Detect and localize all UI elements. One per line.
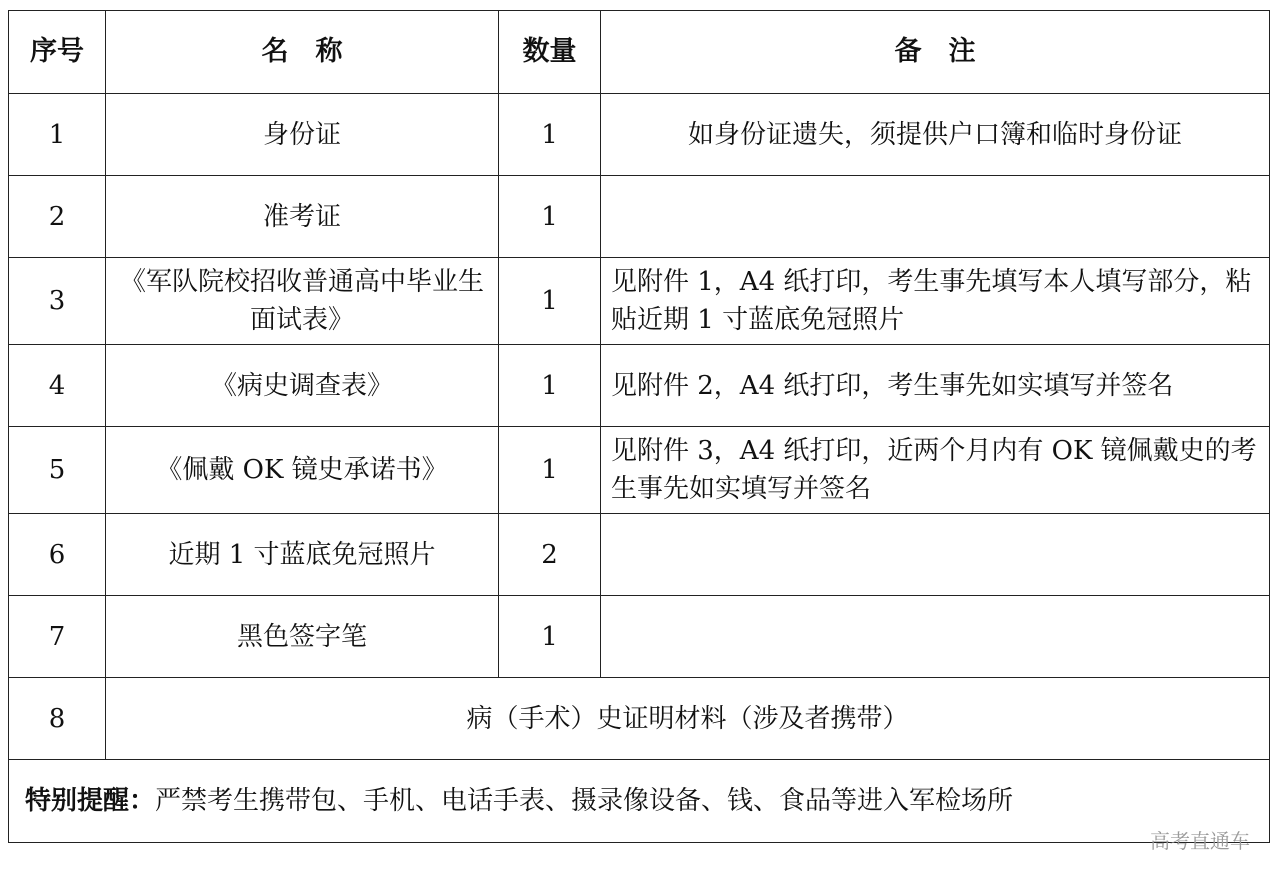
cell-remarks: 见附件 3，A4 纸打印，近两个月内有 OK 镜佩戴史的考生事先如实填写并签名 [601, 427, 1270, 514]
cell-index: 2 [9, 176, 106, 258]
cell-remarks [601, 596, 1270, 678]
table-header-row [9, 11, 1270, 94]
cell-quantity: 1 [499, 258, 601, 345]
cell-quantity: 1 [499, 596, 601, 678]
cell-index: 4 [9, 345, 106, 427]
table-row [9, 258, 1270, 345]
cell-remarks: 如身份证遗失，须提供户口簿和临时身份证 [601, 94, 1270, 176]
header-remarks: 备 注 [601, 11, 1270, 94]
cell-quantity: 1 [499, 176, 601, 258]
cell-name: 《佩戴 OK 镜史承诺书》 [106, 427, 499, 514]
reminder-row [9, 760, 1270, 843]
table-row [9, 345, 1270, 427]
cell-name: 《病史调查表》 [106, 345, 499, 427]
cell-name: 黑色签字笔 [106, 596, 499, 678]
cell-quantity: 1 [499, 94, 601, 176]
cell-index: 8 [9, 678, 106, 760]
cell-quantity: 2 [499, 514, 601, 596]
cell-name: 准考证 [106, 176, 499, 258]
header-quantity: 数量 [499, 11, 601, 94]
cell-index: 3 [9, 258, 106, 345]
cell-name: 近期 1 寸蓝底免冠照片 [106, 514, 499, 596]
cell-index: 7 [9, 596, 106, 678]
materials-table [8, 10, 1270, 843]
header-name: 名 称 [106, 11, 499, 94]
cell-name: 身份证 [106, 94, 499, 176]
reminder-cell [9, 760, 1270, 843]
table-row [9, 427, 1270, 514]
cell-index: 1 [9, 94, 106, 176]
cell-quantity: 1 [499, 427, 601, 514]
table-row [9, 596, 1270, 678]
cell-name: 《军队院校招收普通高中毕业生面试表》 [106, 258, 499, 345]
cell-index: 6 [9, 514, 106, 596]
cell-remarks [601, 176, 1270, 258]
header-index: 序号 [9, 11, 106, 94]
cell-index: 5 [9, 427, 106, 514]
cell-quantity: 1 [499, 345, 601, 427]
cell-merged-description: 病（手术）史证明材料（涉及者携带） [106, 678, 1270, 760]
cell-remarks [601, 514, 1270, 596]
watermark: 高考直通车 [1150, 829, 1250, 853]
reminder-label: 特别提醒： [25, 786, 156, 816]
table-row [9, 514, 1270, 596]
cell-remarks: 见附件 1，A4 纸打印，考生事先填写本人填写部分，粘贴近期 1 寸蓝底免冠照片 [601, 258, 1270, 345]
cell-remarks: 见附件 2，A4 纸打印，考生事先如实填写并签名 [601, 345, 1270, 427]
reminder-text: 严禁考生携带包、手机、电话手表、摄录像设备、钱、食品等进入军检场所 [155, 786, 1014, 816]
table-row-merged [9, 678, 1270, 760]
table-row [9, 176, 1270, 258]
table-row [9, 94, 1270, 176]
